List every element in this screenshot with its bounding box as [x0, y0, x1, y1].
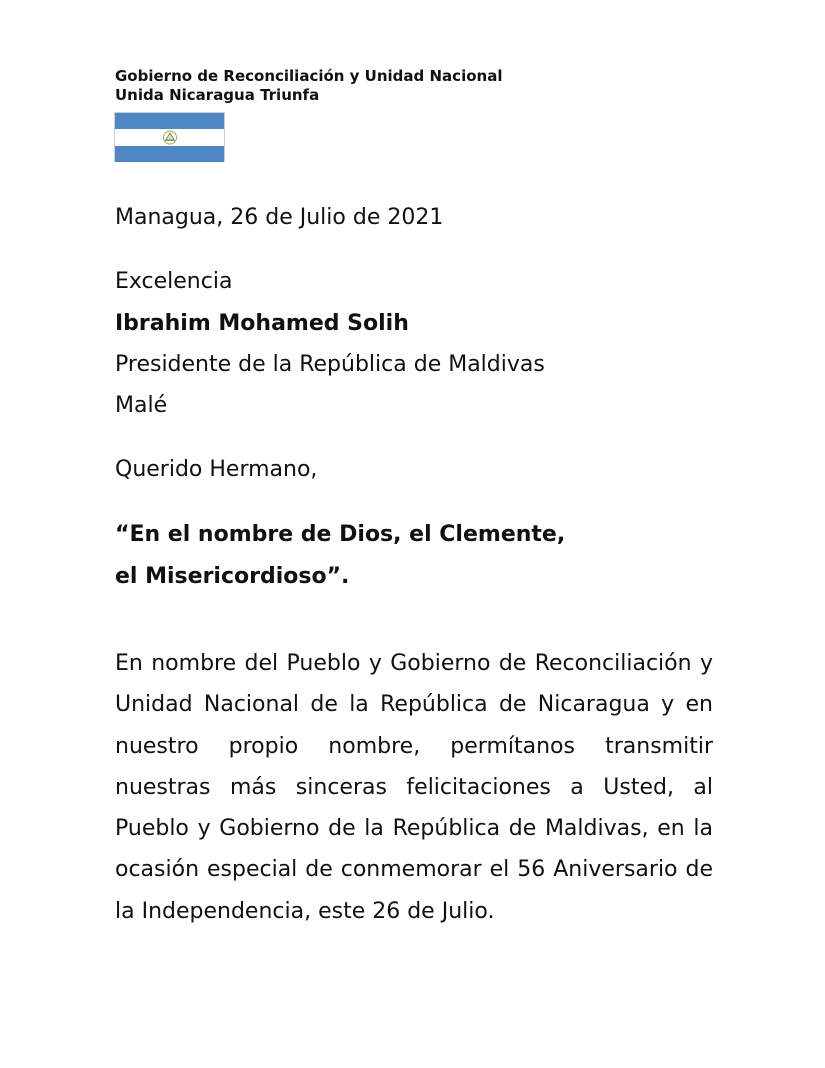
flag-bottom-stripe [115, 146, 224, 162]
recipient-name: Ibrahim Mohamed Solih [115, 311, 409, 336]
letter-date: Managua, 26 de Julio de 2021 [115, 205, 444, 230]
nicaragua-flag-icon [114, 112, 225, 162]
letterhead-motto: Unida Nicaragua Triunfa [115, 86, 320, 104]
quote-line-1: “En el nombre de Dios, el Clemente, [115, 522, 566, 547]
greeting: Querido Hermano, [115, 457, 318, 482]
salutation-title: Excelencia [115, 269, 233, 294]
recipient-role: Presidente de la República de Maldivas [115, 352, 545, 377]
recipient-city: Malé [115, 393, 168, 418]
letter-body-paragraph: En nombre del Pueblo y Gobierno de Reconciliación y Unidad Nacional de la República de Nicaragua y en nuestro propio nombre, permítanos transmitir nuestras más sinceras felicitaciones a Usted, al Pueblo y Gobierno de la República de Maldivas, en la ocasión especial de conmemorar el 56 Aniversario de la Independencia, este 26 de Julio. [115, 651, 713, 924]
quote-line-2: el Misericordioso”. [115, 564, 350, 589]
flag-top-stripe [115, 113, 224, 129]
letterhead-government-name: Gobierno de Reconciliación y Unidad Nacional [115, 67, 503, 85]
coat-of-arms-icon [160, 129, 180, 146]
